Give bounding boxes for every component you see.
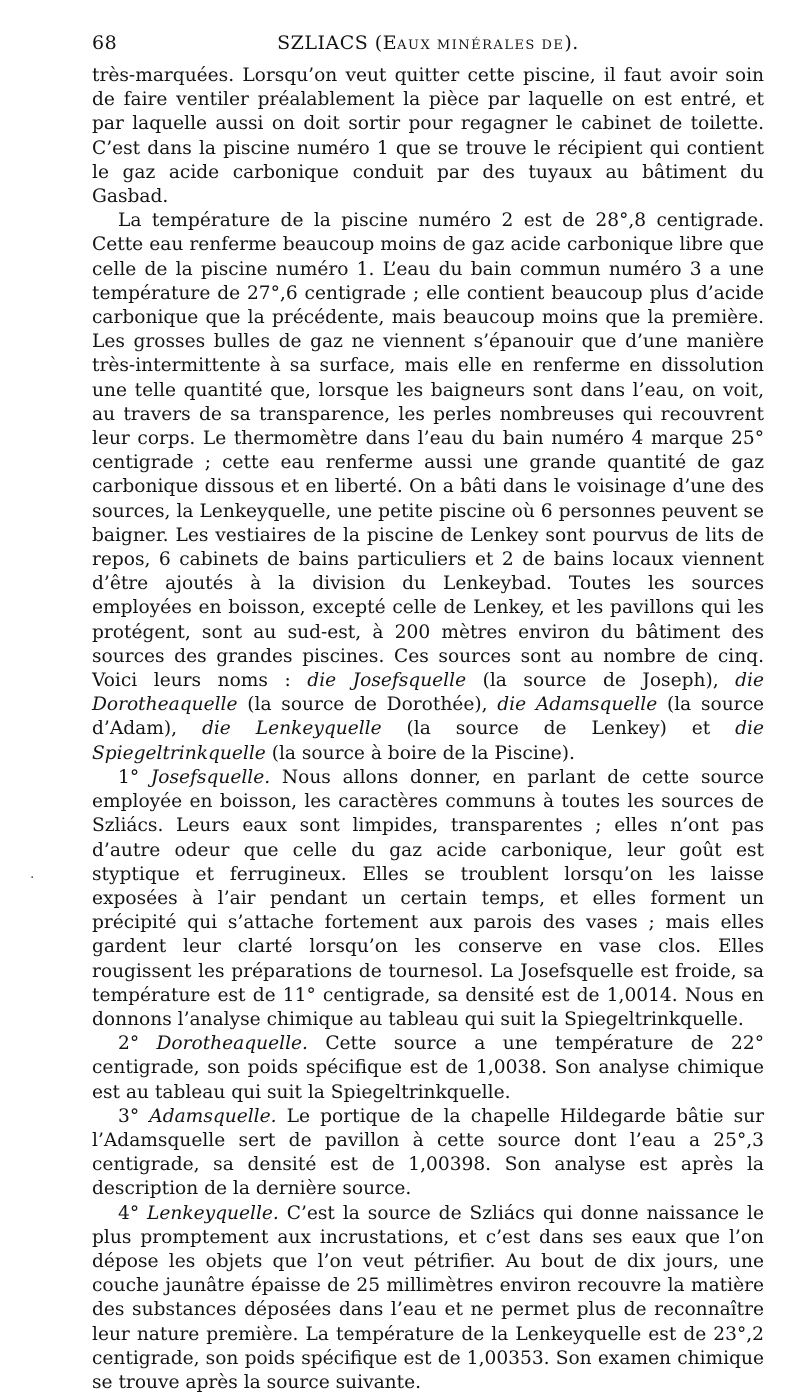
paragraph [92, 64, 764, 209]
text-run: Le portique de la chapelle Hildegarde bâtie sur l’Adamsquelle sert de pavillon à cette source dont l’eau a 25°,3 centigrade, sa densité est de 1,00398. Son analyse est après la description de la dernière source. [92, 1105, 765, 1200]
text-run: Nous allons donner, en parlant de cette source employée en boisson, les caractères communs à toutes les sources de Szliács. Leurs eaux sont limpides, transparentes ; elles n’ont pas d’autre odeur que celle du gaz acide carbonique, leur goût est styptique et ferrugineux. Elles se troublent lorsqu’on les laisse exposées à l’air pendant un certain temps, et elles forment un précipité qui s’attache fortement aux parois des vases ; mais elles gardent leur clarté lorsqu’on les conserve en vase clos. Elles rougissent les préparations de tournesol. La Josefsquelle est froide, sa température est de 11° centigrade, sa densité est de 1,0014. Nous en donnons l’analyse chimique au tableau qui suit la Spiegeltrinkquelle. [92, 766, 764, 1030]
page-number: 68 [92, 32, 118, 54]
text-run: 4° [118, 1202, 148, 1224]
italic-term: die Spiegeltrinkquelle [92, 718, 764, 764]
running-title-end: ). [564, 32, 579, 54]
italic-term: Lenkeyquelle. [147, 1202, 279, 1224]
italic-term: Adamsquelle. [149, 1105, 277, 1127]
text-run: (la source à boire de la Piscine). [265, 742, 575, 764]
running-title-main: SZLIACS (E [277, 32, 398, 54]
italic-term: die Adamsquelle [497, 694, 658, 716]
text-run: très-marquées. Lorsqu’on veut quitter cette piscine, il faut avoir soin de faire ventiler préalablement la pièce par laquelle on est entré, et par laquelle aussi on doit sortir pour regagner le cabinet de toilette. C’est dans la piscine numéro 1 que se trouve le récipient qui contient le gaz acide carbonique conduit par des tuyaux au bâtiment du Gasbad. [92, 65, 764, 208]
paragraph [92, 1032, 764, 1105]
text-run: La température de la piscine numéro 2 est de 28°,8 centigrade. Cette eau renferme beaucoup moins de gaz acide carbonique libre que celle de la piscine numéro 1. L’eau du bain commun numéro 3 a une température de 27°,6 centigrade ; elle contient beaucoup plus d’acide carbonique que la précédente, mais beaucoup moins que la première. Les grosses bulles de gaz ne viennent s’épanouir que d’une manière très-intermittente à sa surface, mais elle en renferme en dissolution une telle quantité que, lorsque les baigneurs sont dans l’eau, on voit, au travers de sa transparence, les perles nombreuses qui recouvrent leur corps. Le thermomètre dans l’eau du bain numéro 4 marque 25° centigrade ; cette eau renferme aussi une grande quantité de gaz carbonique dissous et en liberté. On a bâti dans le voisinage d’une des sources, la Lenkeyquelle, une petite piscine où 6 personnes peuvent se baigner. Les vestiaires de la piscine de Lenkey sont pourvus de lits de repos, 6 cabinets de bains particuliers et 2 de bains locaux viennent d’être ajoutés à la division du Lenkeybad. Toutes les sources employées en boisson, excepté celle de Lenkey, et les pavillons qui les protégent, sont au sud-est, à 200 mètres environ du bâtiment des sources des grandes piscines. Ces sources sont au nombre de cinq. Voici leurs noms : [92, 210, 764, 692]
text-run: 2° [118, 1033, 157, 1055]
italic-term: die Dorotheaquelle [92, 670, 765, 716]
italic-term: Josefsquelle. [150, 766, 271, 788]
text-run: C’est la source de Szliács qui donne naissance le plus promptement aux incrustations, et c’est dans ses eaux que l’on dépose les objets que l’on veut pétrifier. Au bout de dix jours, une couche jaunâtre épaisse de 25 millimètres environ recouvre la matière des substances déposées dans l’eau et ne permet plus de reconnaître leur nature première. La température de la Lenkeyquelle est de 23°,2 centigrade, son poids spécifique est de 1,00353. Son examen chimique se trouve après la source suivante. [92, 1202, 764, 1393]
text-run: (la source d’Adam), [92, 694, 764, 740]
paragraph [92, 1105, 764, 1202]
paragraph [92, 766, 764, 1032]
text-run: (la source de Dorothée), [237, 694, 498, 716]
running-title-small-caps: AUX MINÉRALES DE [397, 38, 565, 53]
running-title [92, 32, 764, 54]
text-run: 3° [118, 1105, 150, 1127]
text-run: (la source de Joseph), [466, 670, 736, 692]
paragraph [92, 1202, 764, 1395]
body-text [92, 64, 764, 1395]
italic-term: Dorotheaquelle. [156, 1033, 308, 1055]
text-run: (la source de Lenkey) et [381, 718, 736, 740]
paragraph [92, 209, 764, 766]
running-header [92, 28, 764, 58]
margin-dot: · [30, 870, 35, 886]
italic-term: die Josefsquelle [307, 670, 467, 692]
text-run: 1° [118, 766, 151, 788]
italic-term: die Lenkeyquelle [201, 718, 382, 740]
text-run: Cette source a une température de 22° centigrade, son poids spécifique est de 1,0038. Son analyse chimique est au tableau qui suit la Spiegeltrinkquelle. [92, 1033, 764, 1103]
